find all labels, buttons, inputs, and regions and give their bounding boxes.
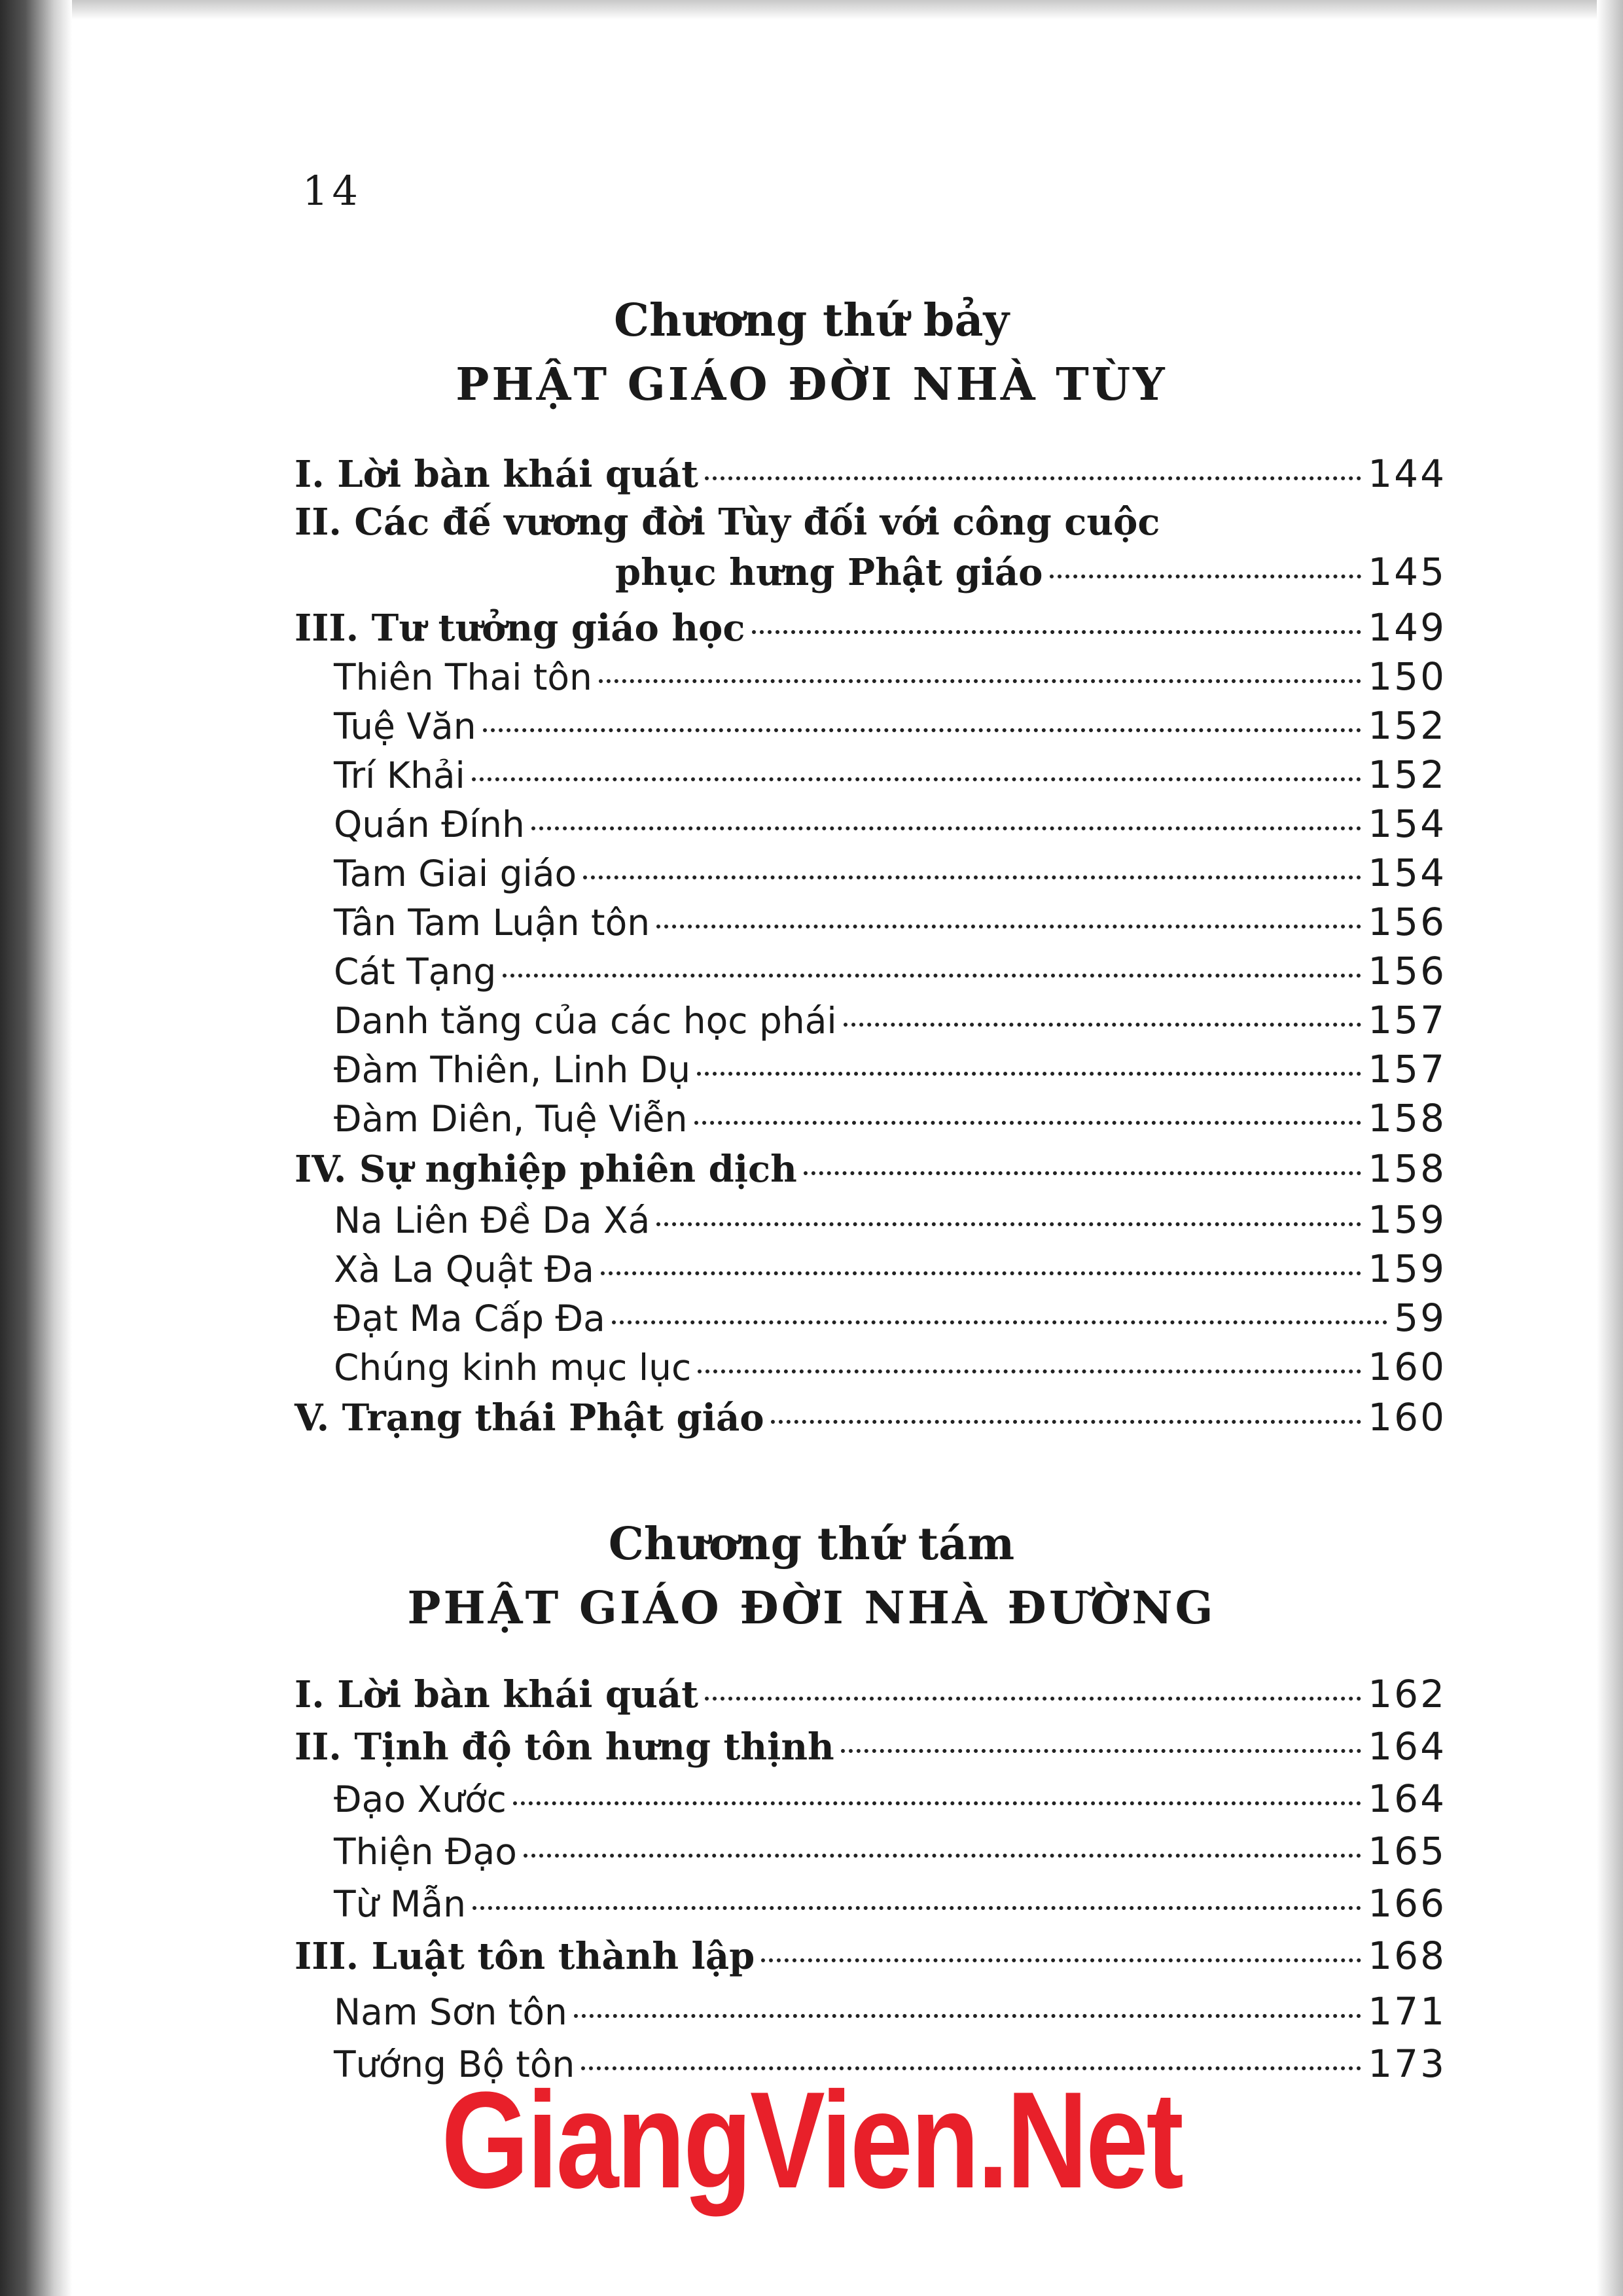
dot-leader <box>574 2014 1361 2018</box>
toc-entry-text: Tân Tam Luận tôn <box>334 902 651 944</box>
chapter-title: PHẬT GIÁO ĐỜI NHÀ TÙY <box>455 359 1168 411</box>
toc-entry-page: 152 <box>1368 703 1446 748</box>
toc-entry-text: Xà La Quật Đa <box>334 1248 594 1290</box>
toc-entry-page: 59 <box>1394 1296 1446 1340</box>
toc-entry-text: Chúng kinh mục lục <box>334 1347 692 1388</box>
scan-top-edge <box>0 0 1623 20</box>
toc-entry-text: IV. Sự nghiệp phiên dịch <box>294 1148 797 1191</box>
toc-entry-text: II. Tịnh độ tôn hưng thịnh <box>294 1725 834 1769</box>
toc-entry-page: 164 <box>1368 1724 1446 1769</box>
toc-entry[interactable] <box>294 1989 1446 2038</box>
toc-entry[interactable] <box>294 1672 1446 1720</box>
toc-entry[interactable] <box>294 752 1446 801</box>
toc-entry[interactable] <box>294 703 1446 752</box>
dot-leader <box>697 1072 1361 1076</box>
toc-entry-page: 145 <box>1368 550 1446 594</box>
toc-entry-page: 164 <box>1368 1776 1446 1821</box>
toc-entry-page: 158 <box>1368 1096 1446 1140</box>
toc-entry[interactable] <box>294 949 1446 997</box>
toc-entry[interactable] <box>294 1146 1446 1195</box>
toc-entry-page: 165 <box>1368 1829 1446 1873</box>
toc-entry-text: Thiên Thai tôn <box>334 656 592 698</box>
toc-entry-page: 150 <box>1368 654 1446 699</box>
toc-entry[interactable] <box>294 1296 1446 1344</box>
toc-entry-page: 159 <box>1368 1197 1446 1242</box>
toc-entry-text: Đạt Ma Cấp Đa <box>334 1298 605 1339</box>
toc-entry[interactable] <box>294 1881 1446 1930</box>
toc-entry[interactable] <box>615 550 1446 598</box>
toc-entry[interactable] <box>294 998 1446 1046</box>
chapter-label: Chương thứ tám <box>608 1518 1015 1570</box>
toc-entry-page: 157 <box>1368 1047 1446 1091</box>
dot-leader <box>513 1801 1361 1805</box>
toc-entry-text: I. Lời bàn khái quát <box>294 453 698 496</box>
toc-entry[interactable] <box>294 1197 1446 1246</box>
toc-entry-text: phục hưng Phật giáo <box>615 551 1043 594</box>
dot-leader <box>844 1023 1362 1027</box>
toc-entry[interactable] <box>294 1047 1446 1095</box>
watermark: GiangVien.Net <box>441 2063 1182 2217</box>
toc-entry-text[interactable]: II. Các đế vương đời Tùy đối với công cuộc <box>294 501 1160 544</box>
toc-entry[interactable] <box>294 851 1446 899</box>
toc-entry-page: 152 <box>1368 752 1446 797</box>
toc-entry-text: Cát Tạng <box>334 951 497 993</box>
toc-entry-page: 173 <box>1368 2041 1446 2086</box>
toc-entry-text: V. Trạng thái Phật giáo <box>294 1396 764 1439</box>
toc-entry-text: Trí Khải <box>334 754 465 796</box>
toc-entry[interactable] <box>294 1829 1446 1877</box>
dot-leader <box>612 1320 1387 1324</box>
toc-entry-page: 154 <box>1368 802 1446 846</box>
toc-entry-page: 168 <box>1368 1934 1446 1978</box>
toc-entry-text: III. Tư tưởng giáo học <box>294 607 745 650</box>
toc-entry-text: Danh tăng của các học phái <box>334 1000 837 1042</box>
toc-entry[interactable] <box>294 451 1446 500</box>
toc-entry-page: 158 <box>1368 1146 1446 1191</box>
toc-entry[interactable] <box>294 1395 1446 1443</box>
toc-entry-page: 160 <box>1368 1395 1446 1439</box>
dot-leader <box>503 974 1361 978</box>
dot-leader <box>656 925 1361 928</box>
toc-entry-text: Nam Sơn tôn <box>334 1991 567 2033</box>
toc-entry-text: Na Liên Đề Da Xá <box>334 1199 651 1241</box>
page-number: 14 <box>302 167 362 215</box>
dot-leader <box>771 1420 1362 1424</box>
dot-leader <box>601 1271 1361 1275</box>
toc-entry[interactable] <box>294 802 1446 850</box>
dot-leader <box>705 476 1361 480</box>
toc-entry-page: 171 <box>1368 1989 1446 2034</box>
dot-leader <box>524 1854 1361 1858</box>
toc-entry-page: 154 <box>1368 851 1446 895</box>
dot-leader <box>472 777 1361 781</box>
toc-entry-text: Từ Mẫn <box>334 1883 466 1925</box>
dot-leader <box>841 1749 1362 1753</box>
chapter-title: PHẬT GIÁO ĐỜI NHÀ ĐƯỜNG <box>407 1582 1216 1634</box>
toc-entry-text: Tam Giai giáo <box>334 853 577 894</box>
toc-entry[interactable] <box>294 605 1446 654</box>
dot-leader <box>694 1121 1362 1125</box>
dot-leader <box>583 875 1361 879</box>
toc-entry[interactable] <box>294 1934 1446 1982</box>
toc-entry-text: Đạo Xước <box>334 1778 507 1820</box>
dot-leader <box>473 1906 1361 1910</box>
toc-entry[interactable] <box>294 900 1446 948</box>
toc-entry-page: 159 <box>1368 1246 1446 1291</box>
dot-leader <box>531 826 1361 830</box>
toc-entry-text: Đàm Diên, Tuệ Viễn <box>334 1098 688 1140</box>
toc-entry-text: Tướng Bộ tôn <box>334 2043 575 2085</box>
toc-entry[interactable] <box>294 1724 1446 1773</box>
dot-leader <box>1050 574 1362 578</box>
toc-entry[interactable] <box>294 1246 1446 1295</box>
toc-entry-text: Tuệ Văn <box>334 705 476 747</box>
toc-entry[interactable] <box>294 1345 1446 1393</box>
dot-leader <box>656 1222 1361 1226</box>
dot-leader <box>698 1369 1361 1373</box>
dot-leader <box>705 1697 1361 1701</box>
toc-entry-text: Quán Đính <box>334 804 525 845</box>
toc-entry[interactable] <box>294 654 1446 703</box>
toc-entry-page: 166 <box>1368 1881 1446 1926</box>
toc-entry-text: Thiện Đạo <box>334 1831 517 1873</box>
toc-entry-text: Đàm Thiên, Linh Dụ <box>334 1049 691 1091</box>
toc-entry-page: 162 <box>1368 1672 1446 1716</box>
toc-entry-page: 144 <box>1368 451 1446 496</box>
toc-entry[interactable] <box>294 1096 1446 1144</box>
toc-entry[interactable] <box>294 1776 1446 1825</box>
toc-entry-page: 156 <box>1368 949 1446 993</box>
toc-entry-text: III. Luật tôn thành lập <box>294 1935 755 1978</box>
chapter-label: Chương thứ bảy <box>613 294 1010 347</box>
toc-entry-page: 157 <box>1368 998 1446 1042</box>
toc-entry-page: 160 <box>1368 1345 1446 1389</box>
dot-leader <box>483 728 1362 732</box>
dot-leader <box>752 630 1362 634</box>
dot-leader <box>804 1171 1361 1175</box>
toc-entry-text: I. Lời bàn khái quát <box>294 1673 698 1716</box>
dot-leader <box>761 1958 1361 1962</box>
dot-leader <box>599 679 1361 683</box>
toc-entry-page: 156 <box>1368 900 1446 944</box>
toc-entry-page: 149 <box>1368 605 1446 650</box>
